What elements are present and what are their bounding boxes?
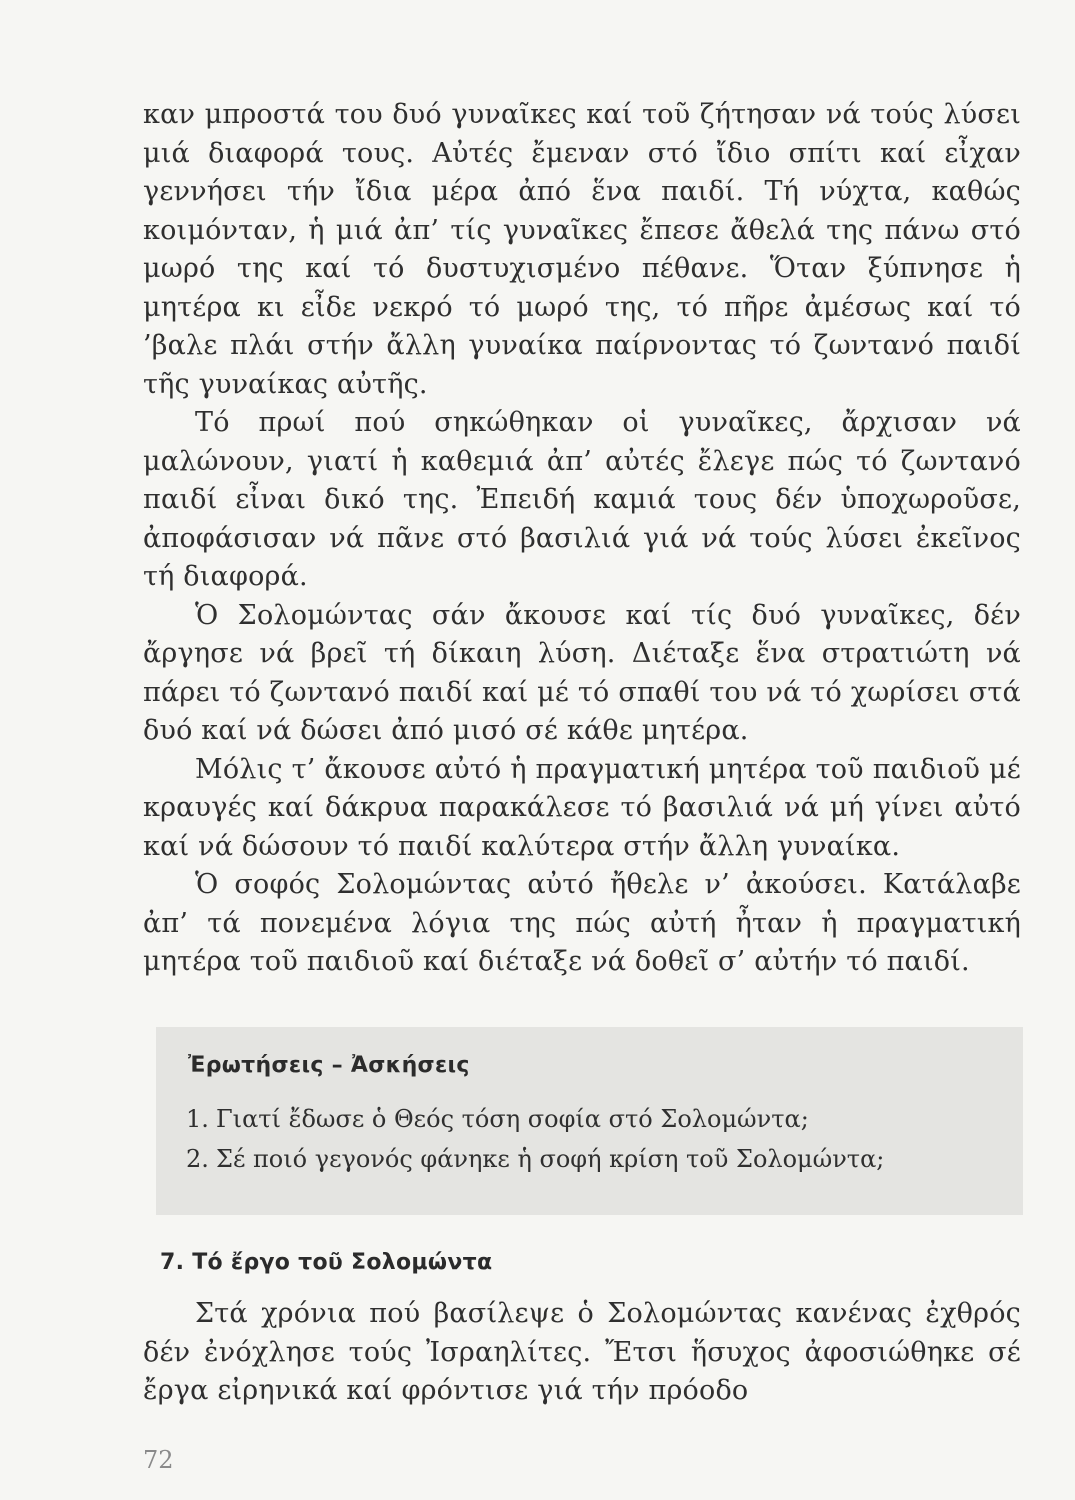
paragraph-wise-solomon: Ὁ σοφός Σολομώντας αὐτό ἤθελε ν’ ἀκούσει. Κατάλαβε ἀπ’ τά πονεμένα λόγια της πώς αὐτή ἦταν ἡ πραγματική μητέρα τοῦ παιδιοῦ καί διέταξε νά δοθεῖ σ’ αὐτήν τό παιδί. <box>143 869 1021 977</box>
paragraph-true-mother: Μόλις τ’ ἄκουσε αὐτό ἡ πραγματική μητέρα τοῦ παιδιοῦ μέ κραυγές καί δάκρυα παρακάλεσε τό βασιλιά νά μή γίνει αὐτό καί νά δώσουν τό παιδί καλύτερα στήν ἄλλη γυναίκα. <box>143 753 1021 862</box>
exercises-box <box>156 1027 1023 1215</box>
paragraph-continuation: καν μπροστά του δυό γυναῖκες καί τοῦ ζήτησαν νά τούς λύσει μιά διαφορά τους. Αὐτές ἔμεναν στό ἴδιο σπίτι καί εἶχαν γεννήσει τήν ἴδια μέρα ἀπό ἕνα παιδί. Τή νύχτα, καθώς κοιμόνταν, ἡ μιά ἀπ’ τίς γυναῖκες ἔπεσε ἄθελά της πάνω στό μωρό της καί τό δυστυχισμένο πέθανε. Ὅταν ξύπνησε ἡ μητέρα κι εἶδε νεκρό τό μωρό της, τό πῆρε ἀμέσως καί τό ’βαλε πλάι στήν ἄλλη γυναίκα παίρνοντας τό ζωντανό παιδί τῆς γυναίκας αὐτῆς. <box>143 99 1021 400</box>
exercise-number: 1. <box>186 1105 209 1133</box>
section-paragraph: Στά χρόνια πού βασίλεψε ὁ Σολομώντας κανένας ἐχθρός δέν ἐνόχλησε τούς Ἰσραηλίτες. Ἔτσι ἥσυχος ἀφοσιώθηκε σέ ἔργα εἰρηνικά καί φρόντισε γιά τήν πρόοδο <box>143 1298 1021 1406</box>
page-number: 72 <box>143 1446 174 1474</box>
section-heading: 7. Τό ἔργο τοῦ Σολομώντα <box>160 1250 493 1275</box>
exercise-question: Γιατί ἔδωσε ὁ Θεός τόση σοφία στό Σολομώντα; <box>216 1105 809 1133</box>
exercises-list <box>186 1099 884 1179</box>
story-text <box>143 96 1021 982</box>
section-text <box>143 1295 1021 1411</box>
exercise-number: 2. <box>186 1145 209 1173</box>
exercise-item <box>186 1139 884 1179</box>
exercises-title: Ἐρωτήσεις – Ἀσκήσεις <box>188 1053 470 1078</box>
exercise-item <box>186 1099 884 1139</box>
paragraph-morning-quarrel: Τό πρωί πού σηκώθηκαν οἱ γυναῖκες, ἄρχισαν νά μαλώνουν, γιατί ἡ καθεμιά ἀπ’ αὐτές ἔλεγε πώς τό ζωντανό παιδί εἶναι δικό της. Ἐπειδή καμιά τους δέν ὑποχωροῦσε, ἀποφάσισαν νά πᾶνε στό βασιλιά γιά νά τούς λύσει ἐκεῖνος τή διαφορά. <box>143 407 1021 592</box>
paragraph-solomon-judgment: Ὁ Σολομώντας σάν ἄκουσε καί τίς δυό γυναῖκες, δέν ἄργησε νά βρεῖ τή δίκαιη λύση. Διέταξε ἕνα στρατιώτη νά πάρει τό ζωντανό παιδί καί μέ τό σπαθί του νά τό χωρίσει στά δυό καί νά δώσει ἀπό μισό σέ κάθε μητέρα. <box>143 599 1021 746</box>
exercise-question: Σέ ποιό γεγονός φάνηκε ἡ σοφή κρίση τοῦ Σολομώντα; <box>216 1145 885 1173</box>
